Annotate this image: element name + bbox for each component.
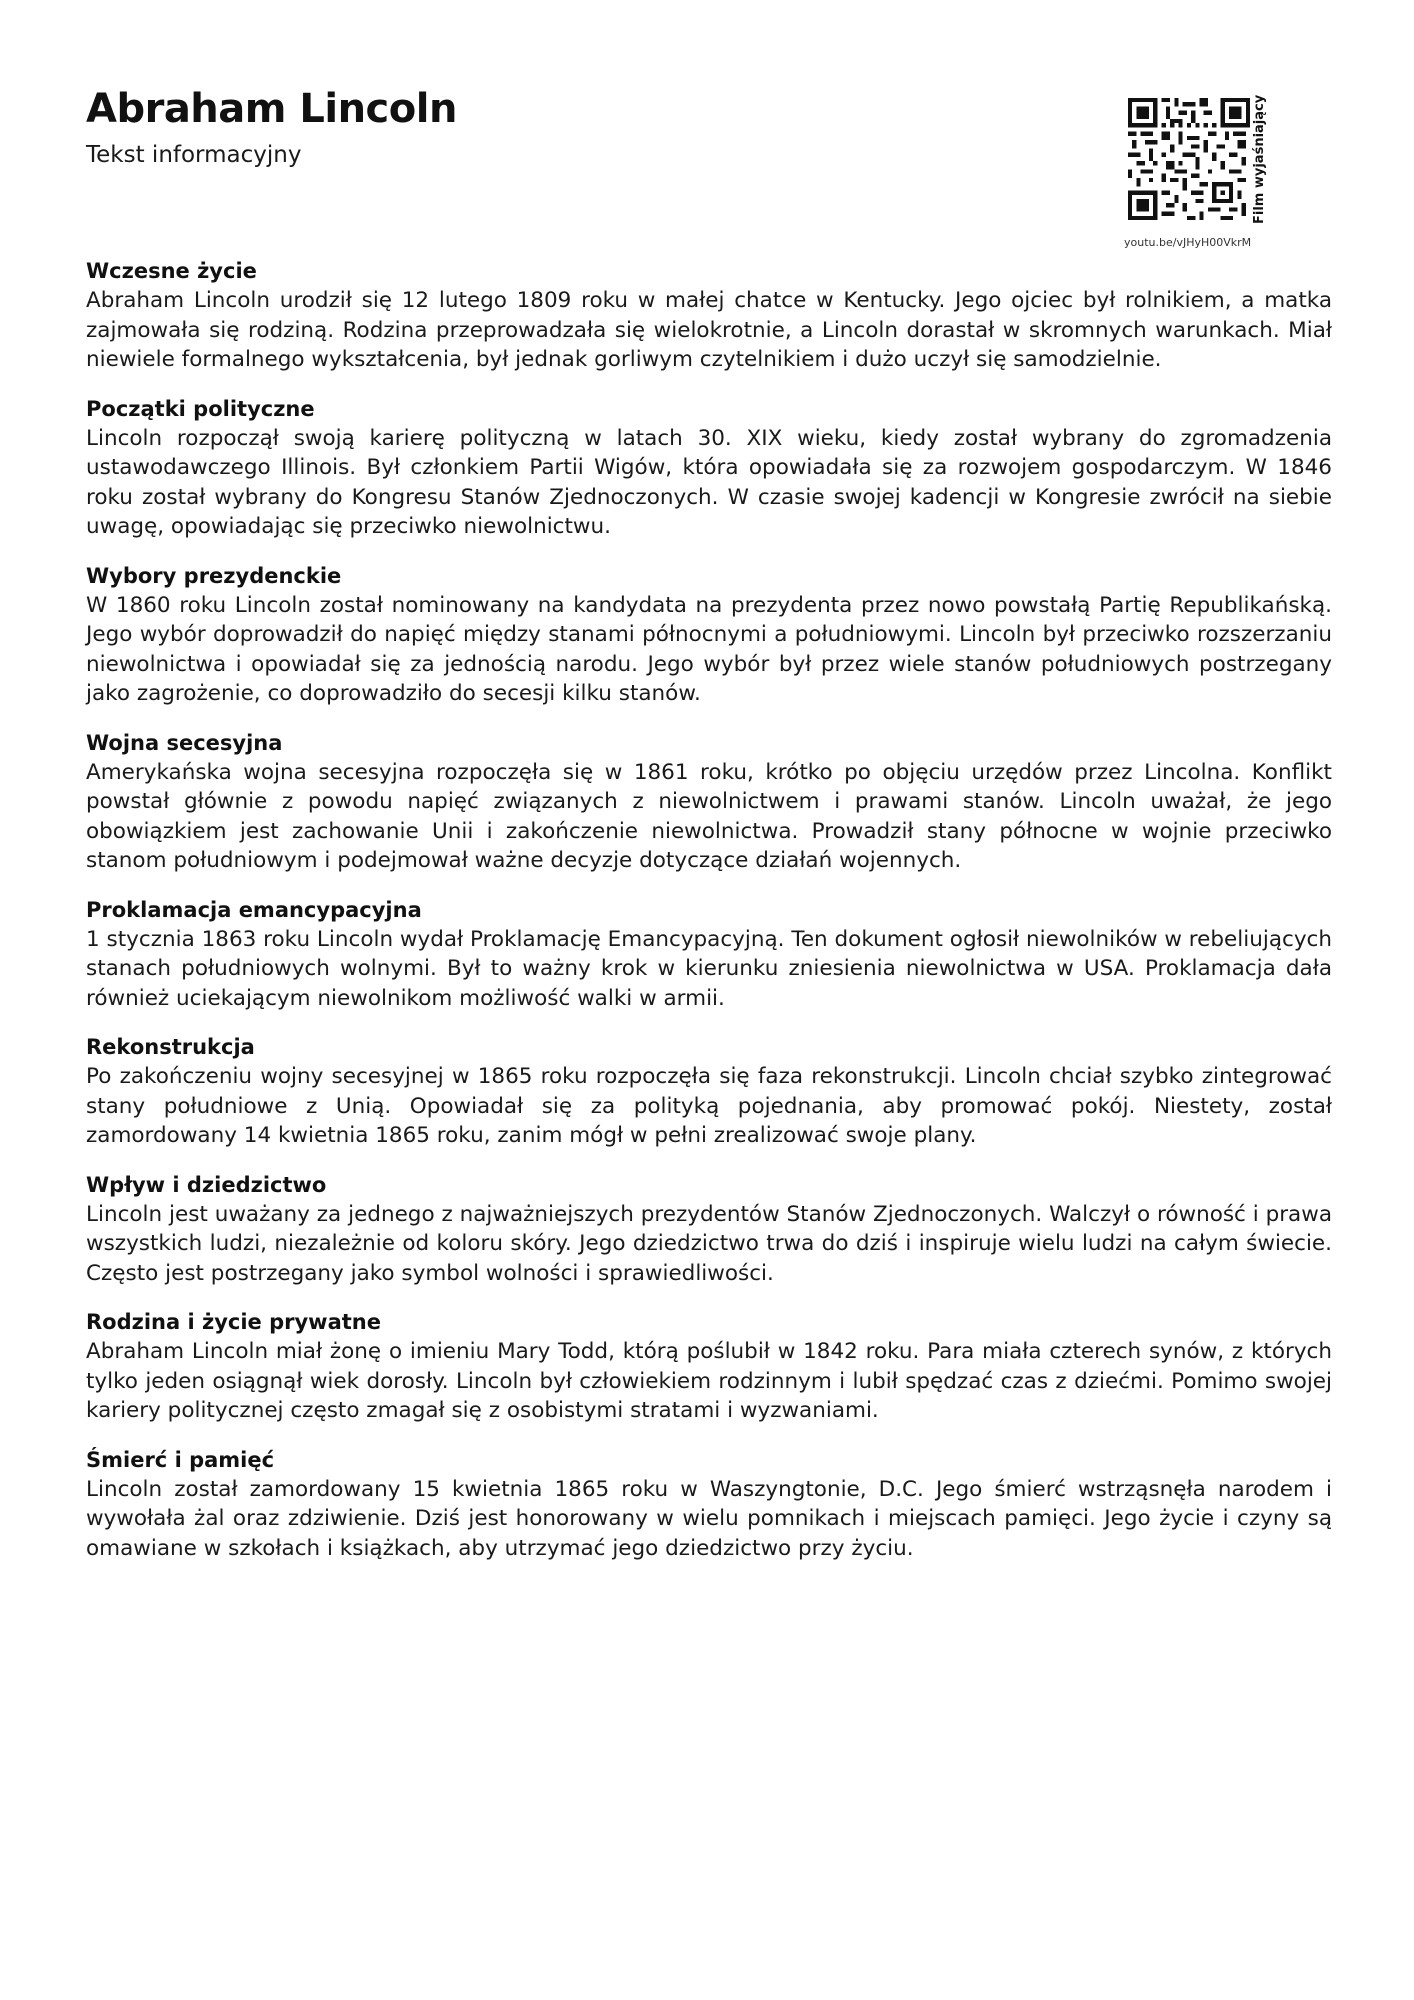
section-text: Po zakończeniu wojny secesyjnej w 1865 roku rozpoczęła się faza rekonstrukcji. Lincoln chciał szybko zintegrować stany południowe z Unią. Opowiadał się za polityką pojednania, aby promować pokój. Niestety, został zamordowany 14 kwietnia 1865 roku, zanim mógł w pełni zrealizować swoje plany. bbox=[86, 1064, 1332, 1148]
article-section bbox=[86, 895, 1332, 1014]
article-section bbox=[86, 394, 1332, 542]
qr-link-caption[interactable]: youtu.be/vJHyH00VkrM bbox=[1124, 236, 1252, 249]
article-section bbox=[86, 728, 1332, 876]
article-section bbox=[86, 561, 1332, 709]
section-heading: Proklamacja emancypacyjna bbox=[86, 897, 422, 922]
qr-side-label: Film wyjaśniający bbox=[1252, 94, 1267, 224]
section-heading: Wpływ i dziedzictwo bbox=[86, 1172, 327, 1197]
section-heading: Rodzina i życie prywatne bbox=[86, 1310, 381, 1334]
section-text: Abraham Lincoln urodził się 12 lutego 1809 roku w małej chatce w Kentucky. Jego ojciec był rolnikiem, a matka zajmowała się rodziną. Rodzina przeprowadzała się wielokrotnie, a Lincoln dorastał w skromnych warunkach. Miał niewiele formalnego wykształcenia, był jednak gorliwym czytelnikiem i dużo uczył się samodzielnie. bbox=[86, 288, 1332, 372]
section-text: Lincoln rozpoczął swoją karierę polityczną w latach 30. XIX wieku, kiedy został wybrany do zgromadzenia ustawodawczego Illinois. Był członkiem Partii Wigów, która opowiadała się za rozwojem gospodarczym. W 1846 roku został wybrany do Kongresu Stanów Zjednoczonych. W czasie swojej kadencji w Kongresie zwrócił na siebie uwagę, opowiadając się przeciwko niewolnictwu. bbox=[86, 425, 1332, 539]
qr-code-icon bbox=[1128, 98, 1250, 220]
article-section bbox=[86, 256, 1332, 375]
section-heading: Rekonstrukcja bbox=[86, 1035, 255, 1059]
section-text: Amerykańska wojna secesyjna rozpoczęła się w 1861 roku, krótko po objęciu urzędów przez Lincolna. Konflikt powstał głównie z powodu napięć związanych z niewolnictwem i prawami stanów. Lincoln uważał, że jego obowiązkiem jest zachowanie Unii i zakończenie niewolnictwa. Prowadził stany północne w wojnie przeciwko stanom południowym i podejmował ważne decyzje dotyczące działań wojennych. bbox=[86, 759, 1332, 873]
section-text: Lincoln jest uważany za jednego z najważniejszych prezydentów Stanów Zjednoczonych. Walczył o równość i prawa wszystkich ludzi, niezależnie od koloru skóry. Jego dziedzictwo trwa do dziś i inspiruje wielu ludzi na całym świecie. Często jest postrzegany jako symbol wolności i sprawiedliwości. bbox=[86, 1201, 1332, 1286]
article-section bbox=[86, 1032, 1332, 1151]
section-heading: Wczesne życie bbox=[86, 259, 257, 283]
section-text: W 1860 roku Lincoln został nominowany na kandydata na prezydenta przez nowo powstałą Partię Republikańską. Jego wybór doprowadził do napięć między stanami północnymi a południowymi. Lincoln był przeciwko rozszerzaniu niewolnictwa i opowiadał się za jednością narodu. Jego wybór był przez wiele stanów południowych postrzegany jako zagrożenie, co doprowadziło do secesji kilku stanów. bbox=[86, 592, 1332, 706]
section-text: 1 stycznia 1863 roku Lincoln wydał Proklamację Emancypacyjną. Ten dokument ogłosił niewolników w rebeliujących stanach południowych wolnymi. Był to ważny krok w kierunku zniesienia niewolnictwa w USA. Proklamacja dała również uciekającym niewolnikom możliwość walki w armii. bbox=[86, 926, 1332, 1011]
article-section bbox=[86, 1445, 1332, 1564]
section-heading: Wojna secesyjna bbox=[86, 730, 283, 755]
section-text: Lincoln został zamordowany 15 kwietnia 1865 roku w Waszyngtonie, D.C. Jego śmierć wstrząsnęła narodem i wywołała żal oraz zdziwienie. Dziś jest honorowany w wielu pomnikach i miejscach pamięci. Jego życie i czyny są omawiane w szkołach i książkach, aby utrzymać jego dziedzictwo przy życiu. bbox=[86, 1476, 1332, 1561]
page-subtitle: Tekst informacyjny bbox=[86, 142, 302, 168]
page-title: Abraham Lincoln bbox=[86, 86, 457, 132]
section-heading: Wybory prezydenckie bbox=[86, 563, 342, 588]
article-body bbox=[86, 256, 1332, 1582]
article-section bbox=[86, 1307, 1332, 1426]
section-text: Abraham Lincoln miał żonę o imieniu Mary Todd, którą poślubił w 1842 roku. Para miała czterech synów, z których tylko jeden osiągnął wiek dorosły. Lincoln był człowiekiem rodzinnym i lubił spędzać czas z dziećmi. Pomimo swojej kariery politycznej często zmagał się z osobistymi stratami i wyzwaniami. bbox=[86, 1339, 1332, 1423]
section-heading: Śmierć i pamięć bbox=[86, 1447, 275, 1472]
section-heading: Początki polityczne bbox=[86, 396, 315, 421]
article-section bbox=[86, 1170, 1332, 1289]
